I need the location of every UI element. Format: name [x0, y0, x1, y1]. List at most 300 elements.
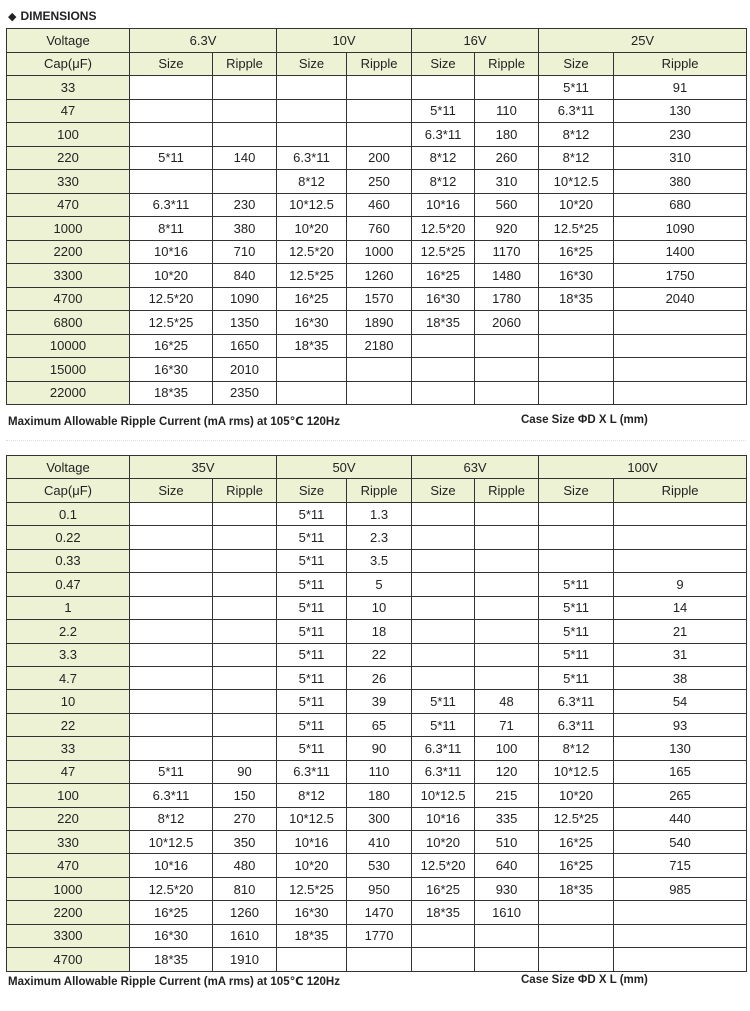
ripple-cell: 530 [347, 854, 412, 877]
ripple-cell: 1910 [213, 948, 277, 971]
section-heading [8, 9, 96, 23]
ripple-cell: 1260 [347, 264, 412, 288]
ripple-cell: 3.5 [347, 549, 412, 572]
ripple-cell: 38 [614, 666, 747, 689]
case-size-note-2: Case Size ΦD X L (mm) [521, 974, 648, 986]
size-cell: 8*12 [412, 146, 475, 170]
size-cell: 10*20 [539, 784, 614, 807]
cap-value-cell: 0.1 [7, 502, 130, 525]
ripple-cell: 2040 [614, 287, 747, 311]
size-cell: 5*11 [412, 713, 475, 736]
ripple-cell: 14 [614, 596, 747, 619]
size-cell: 5*11 [539, 76, 614, 100]
table-row [7, 240, 747, 264]
size-cell: 5*11 [277, 502, 347, 525]
size-cell: 10*16 [412, 807, 475, 830]
size-cell: 6.3*11 [277, 760, 347, 783]
ripple-cell: 930 [475, 877, 539, 900]
ripple-cell: 100 [475, 737, 539, 760]
size-header: Size [539, 52, 614, 76]
cap-value-cell: 15000 [7, 358, 130, 382]
header-row-cap [7, 479, 747, 502]
ripple-cell [213, 643, 277, 666]
ripple-header: Ripple [614, 52, 747, 76]
ripple-cell: 1890 [347, 311, 412, 335]
size-cell [277, 99, 347, 123]
cap-value-cell: 33 [7, 76, 130, 100]
cap-value-cell: 0.22 [7, 526, 130, 549]
ripple-cell: 310 [475, 170, 539, 194]
size-cell [277, 948, 347, 971]
size-cell: 8*12 [539, 146, 614, 170]
ripple-header: Ripple [614, 479, 747, 502]
size-cell: 8*12 [277, 784, 347, 807]
table-row [7, 713, 747, 736]
table-row [7, 901, 747, 924]
size-cell: 5*11 [277, 690, 347, 713]
cap-value-cell: 47 [7, 99, 130, 123]
ripple-cell: 380 [213, 217, 277, 241]
size-cell [412, 596, 475, 619]
cap-value-cell: 3300 [7, 924, 130, 947]
size-cell: 10*16 [412, 193, 475, 217]
ripple-cell: 1770 [347, 924, 412, 947]
size-cell: 12.5*25 [539, 807, 614, 830]
table-row [7, 620, 747, 643]
size-cell [130, 690, 213, 713]
ripple-cell [475, 620, 539, 643]
size-cell: 6.3*11 [412, 760, 475, 783]
ripple-cell: 91 [614, 76, 747, 100]
ripple-cell [347, 948, 412, 971]
ripple-cell: 1610 [213, 924, 277, 947]
ripple-cell [614, 901, 747, 924]
ripple-cell: 31 [614, 643, 747, 666]
table-row [7, 831, 747, 854]
size-cell: 10*12.5 [277, 807, 347, 830]
size-cell: 16*30 [277, 901, 347, 924]
size-cell: 5*11 [539, 666, 614, 689]
size-cell [130, 170, 213, 194]
ripple-cell: 380 [614, 170, 747, 194]
size-header: Size [277, 52, 347, 76]
size-cell: 6.3*11 [539, 690, 614, 713]
table-row [7, 760, 747, 783]
cap-value-cell: 4.7 [7, 666, 130, 689]
header-row-voltage [7, 456, 747, 479]
ripple-cell: 560 [475, 193, 539, 217]
table-row [7, 381, 747, 405]
ripple-cell [213, 526, 277, 549]
cap-value-cell: 2.2 [7, 620, 130, 643]
ripple-cell: 130 [614, 737, 747, 760]
table-row [7, 358, 747, 382]
size-cell [130, 76, 213, 100]
size-cell [277, 358, 347, 382]
size-cell: 10*12.5 [539, 760, 614, 783]
cap-value-cell: 6800 [7, 311, 130, 335]
table-row [7, 146, 747, 170]
size-cell [277, 381, 347, 405]
size-cell: 10*20 [277, 217, 347, 241]
ripple-cell: 48 [475, 690, 539, 713]
size-cell: 16*25 [412, 877, 475, 900]
size-cell: 12.5*25 [412, 240, 475, 264]
ripple-cell [213, 666, 277, 689]
ripple-header: Ripple [347, 479, 412, 502]
ripple-cell: 18 [347, 620, 412, 643]
ripple-cell: 1480 [475, 264, 539, 288]
table-row [7, 948, 747, 971]
size-cell: 5*11 [412, 99, 475, 123]
voltage-column-header: 6.3V [130, 29, 277, 53]
table-row [7, 573, 747, 596]
table-row [7, 287, 747, 311]
size-cell: 5*11 [412, 690, 475, 713]
ripple-cell: 1750 [614, 264, 747, 288]
cap-header: Cap(μF) [7, 479, 130, 502]
ripple-cell: 2.3 [347, 526, 412, 549]
cap-value-cell: 4700 [7, 287, 130, 311]
cap-value-cell: 10000 [7, 334, 130, 358]
size-cell: 18*35 [277, 924, 347, 947]
table-row [7, 737, 747, 760]
cap-value-cell: 2200 [7, 240, 130, 264]
ripple-header: Ripple [475, 52, 539, 76]
size-header: Size [539, 479, 614, 502]
size-cell [412, 948, 475, 971]
ripple-cell: 22 [347, 643, 412, 666]
ripple-cell [347, 358, 412, 382]
ripple-cell [347, 381, 412, 405]
size-cell [539, 549, 614, 572]
size-cell [412, 526, 475, 549]
size-cell: 5*11 [539, 573, 614, 596]
size-cell: 16*25 [130, 901, 213, 924]
size-cell [130, 596, 213, 619]
size-cell: 16*25 [539, 854, 614, 877]
size-cell [412, 76, 475, 100]
size-cell: 5*11 [277, 526, 347, 549]
size-cell [412, 549, 475, 572]
table-row [7, 666, 747, 689]
size-cell [277, 123, 347, 147]
size-cell: 5*11 [539, 620, 614, 643]
size-cell: 5*11 [277, 666, 347, 689]
table-row [7, 264, 747, 288]
size-cell: 10*20 [539, 193, 614, 217]
ripple-cell [213, 737, 277, 760]
ripple-cell: 39 [347, 690, 412, 713]
size-cell: 5*11 [539, 596, 614, 619]
ripple-cell [475, 596, 539, 619]
table-row [7, 170, 747, 194]
ripple-cell [614, 334, 747, 358]
size-cell: 5*11 [277, 549, 347, 572]
ripple-cell: 840 [213, 264, 277, 288]
cap-value-cell: 47 [7, 760, 130, 783]
ripple-cell: 1.3 [347, 502, 412, 525]
header-row-cap [7, 52, 747, 76]
table-row [7, 526, 747, 549]
ripple-note: Maximum Allowable Ripple Current (mA rms) at 105℃ 120Hz [8, 416, 340, 428]
size-cell: 10*12.5 [277, 193, 347, 217]
voltage-column-header: 63V [412, 456, 539, 479]
size-cell: 12.5*20 [130, 287, 213, 311]
cap-value-cell: 0.47 [7, 573, 130, 596]
voltage-column-header: 16V [412, 29, 539, 53]
cap-value-cell: 4700 [7, 948, 130, 971]
ripple-cell: 1350 [213, 311, 277, 335]
size-cell [539, 526, 614, 549]
table-row [7, 217, 747, 241]
ripple-cell: 480 [213, 854, 277, 877]
ripple-cell: 715 [614, 854, 747, 877]
size-cell [130, 502, 213, 525]
cap-value-cell: 22 [7, 713, 130, 736]
ripple-cell: 150 [213, 784, 277, 807]
size-cell: 10*16 [277, 831, 347, 854]
size-cell: 8*12 [539, 737, 614, 760]
size-cell [412, 334, 475, 358]
table-row [7, 334, 747, 358]
ripple-cell: 300 [347, 807, 412, 830]
size-cell: 16*25 [277, 287, 347, 311]
ripple-cell [475, 358, 539, 382]
ripple-cell: 1650 [213, 334, 277, 358]
size-cell: 6.3*11 [412, 737, 475, 760]
ripple-cell [213, 690, 277, 713]
size-cell [130, 620, 213, 643]
table-row [7, 193, 747, 217]
table-row [7, 99, 747, 123]
voltage-column-header: 50V [277, 456, 412, 479]
ripple-cell: 5 [347, 573, 412, 596]
size-cell [539, 334, 614, 358]
ripple-cell [213, 99, 277, 123]
voltage-column-header: 100V [539, 456, 747, 479]
ripple-cell: 1780 [475, 287, 539, 311]
size-header: Size [277, 479, 347, 502]
ripple-cell [213, 76, 277, 100]
ripple-cell: 250 [347, 170, 412, 194]
size-cell: 18*35 [130, 381, 213, 405]
ripple-cell [475, 948, 539, 971]
size-cell: 10*20 [130, 264, 213, 288]
size-cell: 5*11 [277, 620, 347, 643]
ripple-cell [614, 549, 747, 572]
ripple-cell [614, 948, 747, 971]
table-row [7, 76, 747, 100]
ripple-cell: 2180 [347, 334, 412, 358]
ripple-header: Ripple [213, 52, 277, 76]
ripple-cell: 310 [614, 146, 747, 170]
size-cell [412, 573, 475, 596]
ripple-cell: 21 [614, 620, 747, 643]
size-cell: 18*35 [412, 311, 475, 335]
size-cell [539, 948, 614, 971]
cap-value-cell: 33 [7, 737, 130, 760]
ripple-cell: 110 [347, 760, 412, 783]
cap-value-cell: 220 [7, 807, 130, 830]
ripple-cell [475, 76, 539, 100]
table-row [7, 643, 747, 666]
ripple-cell: 230 [614, 123, 747, 147]
ripple-cell [475, 334, 539, 358]
size-cell [412, 620, 475, 643]
size-cell: 18*35 [539, 877, 614, 900]
voltage-column-header: 35V [130, 456, 277, 479]
size-cell: 18*35 [130, 948, 213, 971]
table-row [7, 596, 747, 619]
ripple-header: Ripple [475, 479, 539, 502]
size-cell [130, 526, 213, 549]
size-cell: 12.5*20 [130, 877, 213, 900]
ripple-cell: 270 [213, 807, 277, 830]
ripple-cell [614, 381, 747, 405]
size-cell: 5*11 [277, 713, 347, 736]
ripple-cell: 93 [614, 713, 747, 736]
table-row [7, 784, 747, 807]
ripple-cell: 810 [213, 877, 277, 900]
size-header: Size [412, 52, 475, 76]
size-header: Size [130, 479, 213, 502]
table-row [7, 502, 747, 525]
ripple-cell [614, 924, 747, 947]
ripple-cell: 120 [475, 760, 539, 783]
ripple-cell [347, 123, 412, 147]
ripple-cell [347, 99, 412, 123]
size-cell: 6.3*11 [277, 146, 347, 170]
size-cell: 10*20 [412, 831, 475, 854]
ripple-cell: 215 [475, 784, 539, 807]
ripple-cell [475, 573, 539, 596]
ripple-cell: 110 [475, 99, 539, 123]
ripple-cell [475, 643, 539, 666]
size-cell [130, 573, 213, 596]
size-cell: 12.5*25 [539, 217, 614, 241]
cap-value-cell: 470 [7, 193, 130, 217]
ripple-cell: 1470 [347, 901, 412, 924]
size-cell: 8*12 [130, 807, 213, 830]
cap-value-cell: 1 [7, 596, 130, 619]
cap-value-cell: 100 [7, 123, 130, 147]
ripple-cell: 1570 [347, 287, 412, 311]
ripple-cell: 460 [347, 193, 412, 217]
cap-value-cell: 2200 [7, 901, 130, 924]
table-row [7, 311, 747, 335]
ripple-header: Ripple [213, 479, 277, 502]
ripple-cell: 985 [614, 877, 747, 900]
ripple-cell: 180 [347, 784, 412, 807]
ripple-header: Ripple [347, 52, 412, 76]
size-cell: 6.3*11 [539, 99, 614, 123]
dimensions-table-low-voltage [6, 28, 747, 405]
cap-value-cell: 22000 [7, 381, 130, 405]
size-cell [412, 358, 475, 382]
ripple-cell [213, 573, 277, 596]
ripple-cell: 410 [347, 831, 412, 854]
size-cell: 5*11 [130, 146, 213, 170]
ripple-cell: 680 [614, 193, 747, 217]
ripple-cell [213, 596, 277, 619]
size-cell [539, 358, 614, 382]
ripple-cell: 1090 [213, 287, 277, 311]
diamond-icon: ◆ [8, 10, 17, 23]
ripple-cell [614, 358, 747, 382]
ripple-cell: 90 [213, 760, 277, 783]
size-cell: 10*16 [130, 240, 213, 264]
header-row-voltage [7, 29, 747, 53]
size-cell: 6.3*11 [412, 123, 475, 147]
size-cell: 16*30 [130, 924, 213, 947]
ripple-cell: 920 [475, 217, 539, 241]
ripple-cell [475, 549, 539, 572]
size-cell: 16*30 [277, 311, 347, 335]
cap-header: Cap(μF) [7, 52, 130, 76]
cap-value-cell: 3300 [7, 264, 130, 288]
ripple-cell: 950 [347, 877, 412, 900]
size-cell: 5*11 [277, 643, 347, 666]
size-cell: 6.3*11 [130, 784, 213, 807]
size-header: Size [130, 52, 213, 76]
size-cell: 16*30 [539, 264, 614, 288]
size-cell: 12.5*20 [412, 217, 475, 241]
ripple-cell [475, 502, 539, 525]
size-cell: 12.5*20 [412, 854, 475, 877]
ripple-cell: 1170 [475, 240, 539, 264]
ripple-cell: 165 [614, 760, 747, 783]
separator [6, 440, 746, 441]
size-cell [539, 311, 614, 335]
dimensions-table-high-voltage [6, 455, 747, 972]
ripple-cell: 710 [213, 240, 277, 264]
size-cell: 10*12.5 [412, 784, 475, 807]
size-cell: 16*25 [539, 240, 614, 264]
size-cell [130, 99, 213, 123]
ripple-cell: 2060 [475, 311, 539, 335]
ripple-cell: 54 [614, 690, 747, 713]
ripple-cell: 1610 [475, 901, 539, 924]
ripple-cell: 90 [347, 737, 412, 760]
cap-value-cell: 220 [7, 146, 130, 170]
size-cell [130, 643, 213, 666]
cap-value-cell: 1000 [7, 217, 130, 241]
ripple-cell [213, 620, 277, 643]
ripple-cell: 350 [213, 831, 277, 854]
ripple-cell [213, 123, 277, 147]
ripple-cell [475, 381, 539, 405]
size-cell [130, 666, 213, 689]
voltage-header: Voltage [7, 29, 130, 53]
ripple-cell: 2010 [213, 358, 277, 382]
size-cell: 12.5*25 [130, 311, 213, 335]
voltage-header: Voltage [7, 456, 130, 479]
ripple-cell: 130 [614, 99, 747, 123]
ripple-note-2: Maximum Allowable Ripple Current (mA rms) at 105℃ 120Hz [8, 976, 340, 988]
ripple-cell [213, 502, 277, 525]
cap-value-cell: 100 [7, 784, 130, 807]
size-cell: 16*30 [130, 358, 213, 382]
table-row [7, 854, 747, 877]
size-cell: 5*11 [277, 573, 347, 596]
ripple-cell: 200 [347, 146, 412, 170]
size-cell: 18*35 [412, 901, 475, 924]
ripple-cell: 760 [347, 217, 412, 241]
size-cell: 12.5*20 [277, 240, 347, 264]
ripple-cell: 230 [213, 193, 277, 217]
size-cell: 5*11 [277, 737, 347, 760]
